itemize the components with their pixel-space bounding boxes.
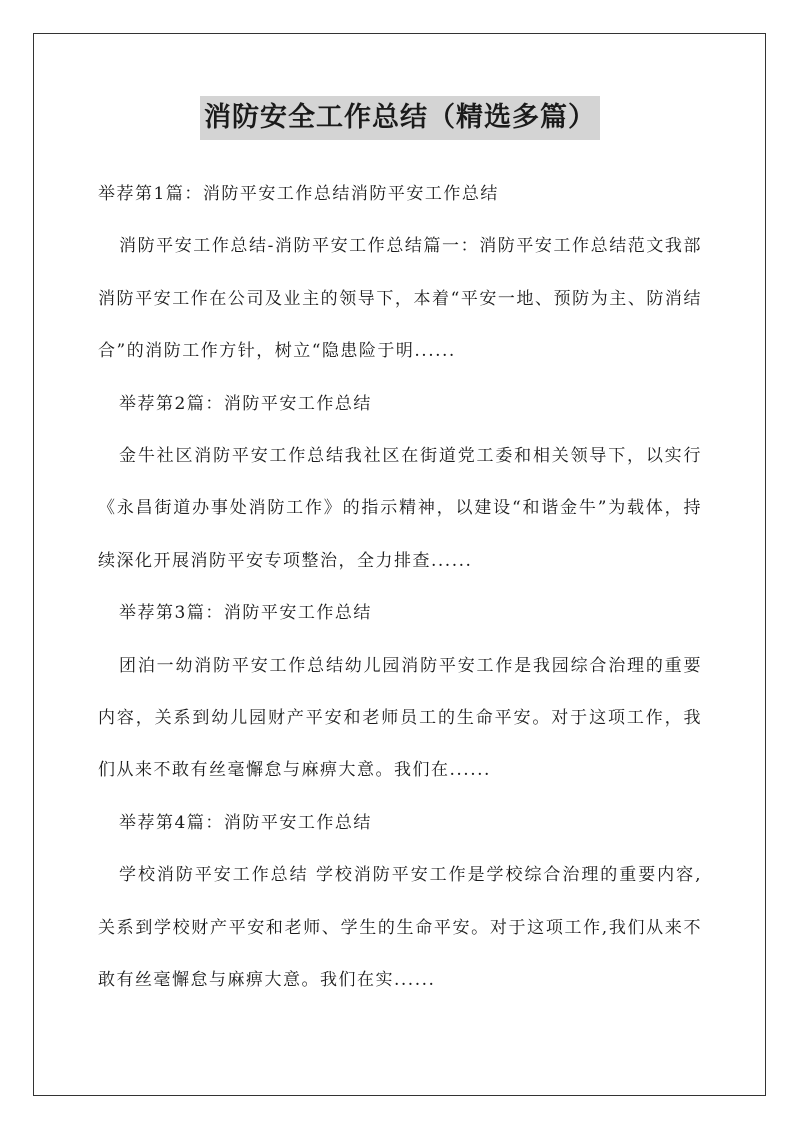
document-title: 消防安全工作总结（精选多篇）: [200, 96, 600, 140]
recommendation-heading-4: 举荐第4篇：消防平安工作总结: [119, 812, 372, 833]
title-container: [0, 96, 800, 140]
paragraph-4: 学校消防平安工作总结 学校消防平安工作是学校综合治理的重要内容,关系到学校财产平安和老师、学生的生命平安。对于这项工作,我们从来不敢有丝毫懈怠与麻痹大意。我们在实......: [98, 865, 702, 991]
paragraph-1: 消防平安工作总结-消防平安工作总结篇一：消防平安工作总结范文我部消防平安工作在公司及业主的领导下，本着“平安一地、预防为主、防消结合”的消防工作方针，树立“隐患险于明......: [98, 236, 702, 362]
recommendation-heading-1: 举荐第1篇：消防平安工作总结消防平安工作总结: [98, 184, 499, 204]
paragraph-3: 团泊一幼消防平安工作总结幼儿园消防平安工作是我园综合治理的重要内容，关系到幼儿园财产平安和老师员工的生命平安。对于这项工作，我们从来不敢有丝毫懈怠与麻痹大意。我们在......: [98, 655, 702, 781]
paragraph-2: 金牛社区消防平安工作总结我社区在街道党工委和相关领导下，以实行《永昌街道办事处消防工作》的指示精神，以建设“和谐金牛”为载体，持续深化开展消防平安专项整治，全力排查......: [98, 446, 702, 571]
recommendation-heading-3: 举荐第3篇：消防平安工作总结: [119, 603, 372, 624]
document-body: [98, 168, 702, 1007]
recommendation-heading-2: 举荐第2篇：消防平安工作总结: [119, 393, 372, 414]
